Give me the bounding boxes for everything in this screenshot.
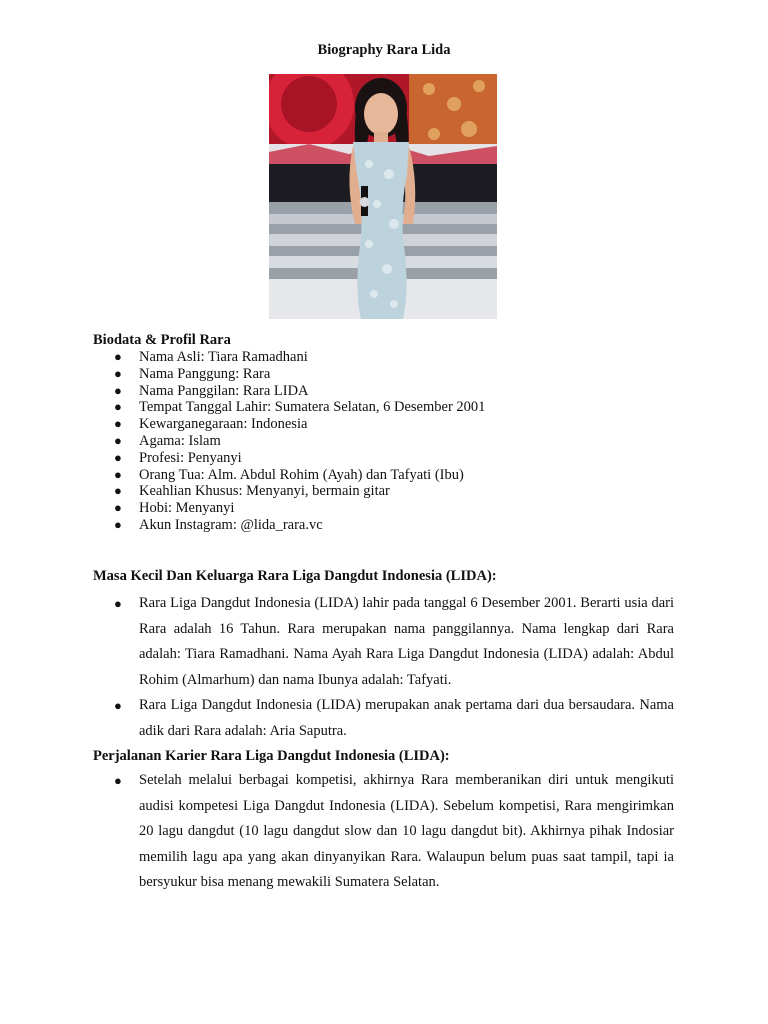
childhood-list xyxy=(0,591,768,745)
list-item: ● Tempat Tanggal Lahir: Sumatera Selatan, 6 Desember 2001 xyxy=(114,399,486,416)
bullet-icon: ● xyxy=(114,466,122,482)
bullet-icon: ● xyxy=(114,365,122,381)
bullet-icon: ● xyxy=(114,416,122,432)
list-item: ● Nama Panggung: Rara xyxy=(114,365,271,382)
bullet-icon: ● xyxy=(114,449,122,465)
profile-photo xyxy=(269,74,497,319)
bullet-icon: ● xyxy=(114,773,122,788)
list-item: ● Rara Liga Dangdut Indonesia (LIDA) merupakan anak pertama dari dua bersaudara. Nama adik dari Rara adalah: Aria Saputra. xyxy=(0,693,768,744)
list-item: ● Hobi: Menyanyi xyxy=(114,500,235,517)
list-item: ● Setelah melalui berbagai kompetisi, akhirnya Rara memberanikan diri untuk mengikuti audisi kompetesi Liga Dangdut Indonesia (LIDA). Sebelum kompetisi, Rara mengirimkan 20 lagu dangdut (10 lagu dangdut slow dan 10 lagu dangdut bit). Akhirnya pihak Indosiar memilih lagu apa yang akan dinyanyikan Rara. Walaupun belum puas saat tampil, tapi ia bersyukur bisa menang mewakili Sumatera Selatan. xyxy=(0,768,768,896)
bullet-icon: ● xyxy=(114,698,122,714)
childhood-heading: Masa Kecil Dan Keluarga Rara Liga Dangdut Indonesia (LIDA): xyxy=(93,568,497,584)
bullet-icon: ● xyxy=(114,382,122,398)
list-item: ● Profesi: Penyanyi xyxy=(114,449,242,466)
bullet-icon: ● xyxy=(114,596,122,611)
biodata-list xyxy=(0,349,768,534)
list-item: ● Nama Asli: Tiara Ramadhani xyxy=(114,349,308,365)
bullet-icon: ● xyxy=(114,516,122,532)
biodata-heading: Biodata & Profil Rara xyxy=(93,332,231,348)
bullet-icon: ● xyxy=(114,500,122,516)
list-item: ● Agama: Islam xyxy=(114,432,221,449)
list-item: ● Akun Instagram: @lida_rara.vc xyxy=(114,516,323,533)
document-title: Biography Rara Lida xyxy=(317,42,451,58)
career-heading: Perjalanan Karier Rara Liga Dangdut Indonesia (LIDA): xyxy=(93,748,450,764)
career-list xyxy=(0,768,768,896)
list-item: ● Rara Liga Dangdut Indonesia (LIDA) lahir pada tanggal 6 Desember 2001. Berarti usia dari Rara adalah 16 Tahun. Rara merupakan nama panggilannya. Nama lengkap dari Rara adalah: Tiara Ramadhani. Nama Ayah Rara Liga Dangdut Indonesia (LIDA) adalah: Abdul Rohim (Almarhum) dan nama Ibunya adalah: Tafyati. xyxy=(0,591,768,693)
list-item: ● Orang Tua: Alm. Abdul Rohim (Ayah) dan Tafyati (Ibu) xyxy=(114,466,464,483)
bullet-icon: ● xyxy=(114,483,122,499)
bullet-icon: ● xyxy=(114,432,122,448)
list-item: ● Keahlian Khusus: Menyanyi, bermain gitar xyxy=(114,483,390,500)
list-item: ● Kewarganegaraan: Indonesia xyxy=(114,416,308,433)
bullet-icon: ● xyxy=(114,349,122,364)
list-item: ● Nama Panggilan: Rara LIDA xyxy=(114,382,309,399)
bullet-icon: ● xyxy=(114,399,122,415)
